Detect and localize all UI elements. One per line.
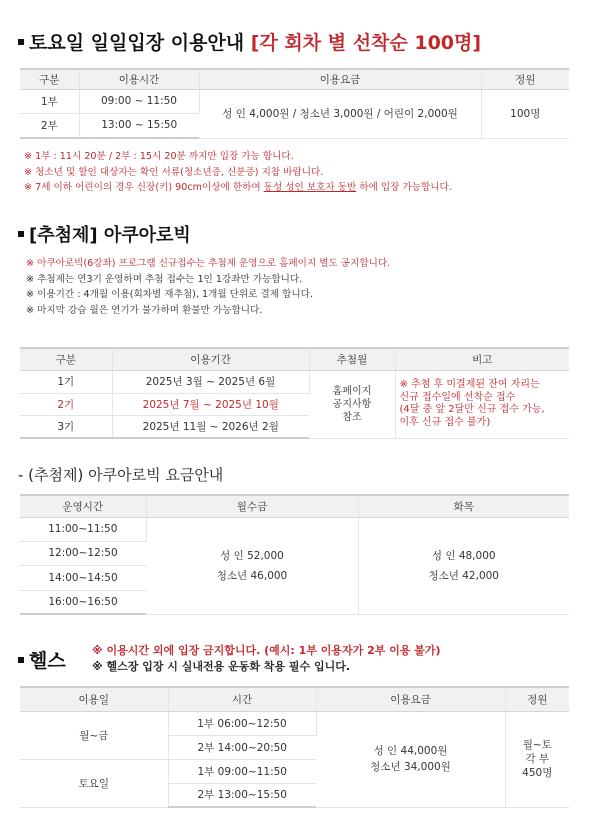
note-line: ※ 아쿠아로빅(6강좌) 프로그램 신규접수는 추첨제 운영으로 홈페이지 별도 공지합니다.	[26, 258, 391, 269]
aerobic-title: [추첨제] 아쿠아로빅	[18, 221, 191, 247]
col-header: 이용요금	[199, 69, 481, 89]
capacity-cell: 100명	[481, 89, 569, 138]
note-line: ※ 이용기간 : 4개월 이용(회차별 재추첨), 1개월 단위로 결제 합니다.	[26, 289, 313, 300]
note-line: ※ 7세 이하 어린이의 경우 신장(키) 90cm이상에 한하여 동성 성인 보호자 동반 하에 입장 가능합니다.	[24, 182, 452, 193]
time-cell: 11:00~11:50	[20, 517, 146, 541]
period-cell: 2025년 7월 ~ 2025년 10월	[112, 393, 309, 415]
note-line: ※ 1부 : 11시 20분 / 2부 : 15시 20분 까지만 입장 가능 합니다.	[24, 151, 294, 162]
time-cell: 13:00 ~ 15:50	[79, 113, 199, 138]
time-cell: 1부 06:00~12:50	[168, 711, 316, 735]
period-cell: 2025년 11월 ~ 2026년 2월	[112, 415, 309, 438]
remark-cell: ※ 추첨 후 미결제된 잔여 자리는 신규 접수일에 선착순 접수 (4달 중 앞 2달만 신규 접수 가능, 이후 신규 접수 불가)	[395, 370, 569, 438]
note-line: ※ 청소년 및 할인 대상자는 확인 서류(청소년증, 신분증) 지참 바랍니다.	[24, 166, 324, 178]
col-header: 구분	[20, 348, 112, 370]
time-cell: 09:00 ~ 11:50	[79, 89, 199, 113]
saturday-table	[20, 68, 569, 139]
bullet-icon	[18, 39, 24, 45]
aerobic-fee-table	[20, 494, 569, 615]
bullet-icon	[18, 231, 24, 237]
col-header: 화목	[358, 495, 569, 517]
col-header: 시간	[168, 687, 316, 711]
note-line: ※ 추첨제는 연3기 운영하며 추첨 접수는 1인 1강좌만 가능합니다.	[26, 273, 303, 285]
col-header: 이용일	[20, 687, 168, 711]
session-cell: 1부	[20, 89, 79, 113]
col-header: 이용요금	[316, 687, 505, 711]
col-header: 이용시간	[79, 69, 199, 89]
saturday-title-highlight: [각 회차 별 선착순 100명]	[250, 32, 482, 54]
term-cell: 1기	[20, 370, 112, 393]
saturday-notes	[24, 149, 452, 196]
time-cell: 16:00~16:50	[20, 590, 146, 614]
term-cell: 3기	[20, 415, 112, 438]
col-header: 정원	[505, 687, 569, 711]
col-header: 월수금	[146, 495, 358, 517]
bullet-icon	[18, 657, 24, 663]
term-cell: 2기	[20, 393, 112, 415]
table-row	[20, 89, 569, 113]
time-cell: 1부 09:00~11:50	[168, 759, 316, 783]
tt-fee-cell: 성 인 48,000 청소년 42,000	[358, 517, 569, 614]
note-line: ※ 이용시간 외에 입장 금지합니다. (예시: 1부 이용자가 2부 이용 불가)	[92, 644, 441, 657]
note-line: ※ 마지막 강습 월은 연기가 불가하며 환불만 가능합니다.	[26, 304, 263, 316]
health-notes	[92, 643, 441, 675]
health-table	[20, 686, 569, 808]
guardian-underline: 동성 성인 보호자 동반	[263, 182, 357, 193]
time-cell: 2부 14:00~20:50	[168, 735, 316, 759]
time-cell: 2부 13:00~15:50	[168, 783, 316, 807]
session-cell: 2부	[20, 113, 79, 138]
period-cell: 2025년 3월 ~ 2025년 6월	[112, 370, 309, 393]
mwf-fee-cell: 성 인 52,000 청소년 46,000	[146, 517, 358, 614]
note-line: ※ 헬스장 입장 시 실내전용 운동화 착용 필수 입니다.	[92, 660, 351, 673]
capacity-cell: 월~토 각 부 450명	[505, 711, 569, 807]
time-cell: 12:00~12:50	[20, 541, 146, 565]
time-cell: 14:00~14:50	[20, 565, 146, 590]
health-title: 헬스	[18, 646, 66, 673]
day-cell: 토요일	[20, 759, 168, 807]
table-row	[20, 517, 569, 541]
fee-cell: 성 인 44,000원 청소년 34,000원	[316, 711, 505, 807]
col-header: 정원	[481, 69, 569, 89]
col-header: 운영시간	[20, 495, 146, 517]
aerobic-fee-title: - (추첨제) 아쿠아로빅 요금안내	[18, 466, 224, 484]
fee-cell: 성 인 4,000원 / 청소년 3,000원 / 어린이 2,000원	[199, 89, 481, 138]
table-row	[20, 370, 569, 393]
aerobic-notes	[26, 256, 390, 318]
col-header: 이용기간	[112, 348, 309, 370]
table-row	[20, 711, 569, 735]
col-header: 비고	[395, 348, 569, 370]
draw-month-cell: 홈페이지 공지사항 참조	[309, 370, 395, 438]
col-header: 추첨월	[309, 348, 395, 370]
aerobic-table	[20, 347, 569, 439]
day-cell: 월~금	[20, 711, 168, 759]
saturday-title: 토요일 일일입장 이용안내 [각 회차 별 선착순 100명]	[18, 28, 481, 55]
col-header: 구분	[20, 69, 79, 89]
